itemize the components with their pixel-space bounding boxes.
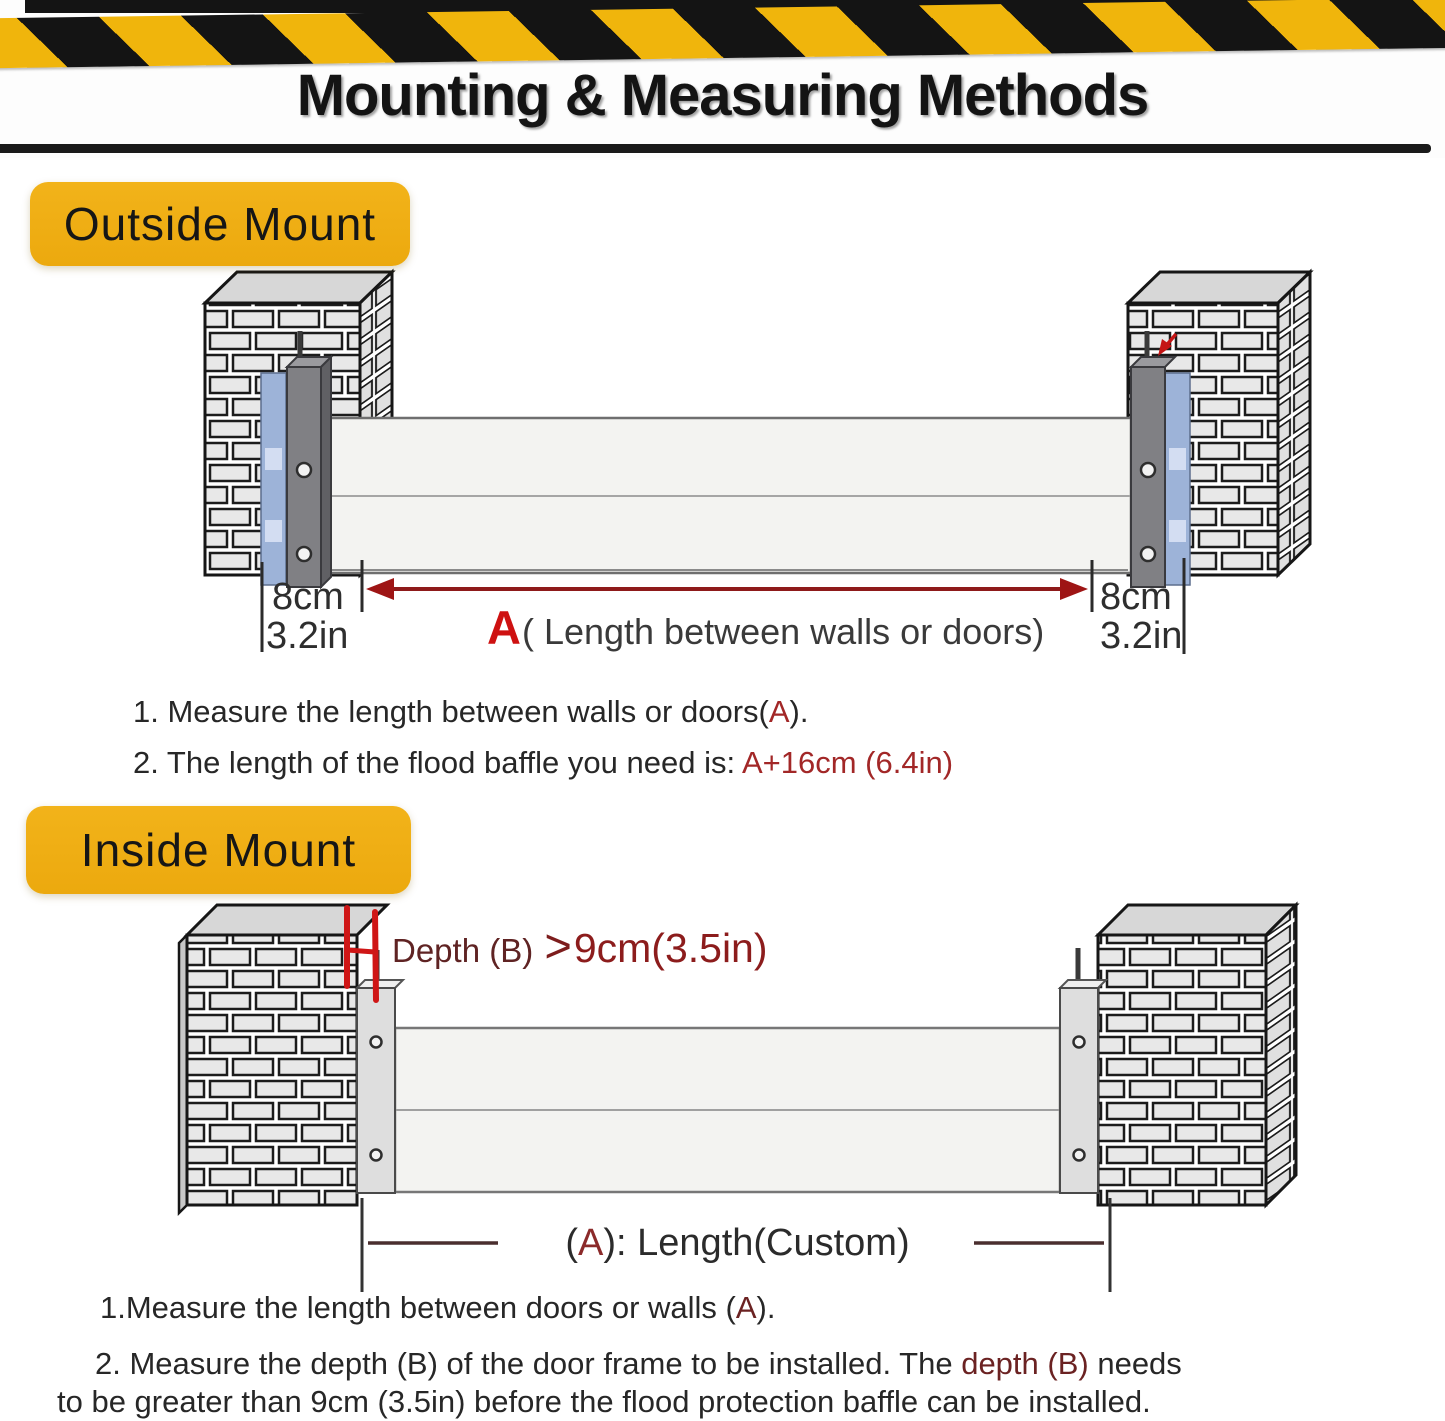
right-offset-in: 3.2in [1100,615,1183,657]
depth-value: 9cm(3.5in) [573,925,768,971]
inside-step1-text: 1.Measure the length between doors or walls ( [100,1290,736,1325]
span-length-label [487,600,1044,655]
outside-step1-a: A [768,694,790,729]
span-letter-a: A [487,601,521,654]
outside-mount-label [30,182,410,266]
page-title: Mounting & Measuring Methods [296,63,1149,128]
length-annotation [505,1222,970,1265]
outside-step-2 [133,745,953,781]
outside-step1-text: 1. Measure the length between walls or doors( [133,694,769,729]
flood-baffle [321,418,1131,573]
length-open-paren: ( [565,1222,579,1264]
baffle-inside [395,1028,1060,1192]
outside-step1-end: ). [789,694,809,729]
depth-annotation [392,918,768,973]
inside-step-2-line-1 [95,1346,1182,1382]
outside-mount-label-text: Outside Mount [63,198,377,250]
right-offset-cm: 8cm [1100,576,1172,618]
outside-step2-text: 2. The length of the flood baffle you need is: [133,745,742,780]
inside-step1-end: ). [756,1290,776,1325]
length-letter-a: A [578,1222,604,1264]
outside-step2-formula: A+16cm (6.4in) [741,745,954,780]
left-offset-cm: 8cm [272,576,344,618]
outside-step-1 [133,694,808,730]
inside-step2-text: 2. Measure the depth (B) of the door frame to be installed. The [95,1346,962,1381]
inside-mount-label [26,806,411,894]
right-seal-strip [1165,373,1190,585]
depth-label: Depth (B) [392,932,543,969]
inside-mount-label-text: Inside Mount [80,824,357,876]
inside-step-1 [100,1290,775,1326]
inside-step2-depth-b: depth (B) [961,1346,1089,1381]
left-offset-in: 3.2in [266,615,349,657]
length-label-text: ): Length(Custom) [603,1222,910,1264]
inside-step2-end: needs [1088,1346,1182,1381]
right-pillar-inside [1098,905,1296,1205]
inside-step-2-line-2: to be greater than 9cm (3.5in) before the flood protection baffle can be installed. [57,1384,1151,1419]
greater-than-sign: > [544,919,572,972]
span-label-text: ( Length between walls or doors) [521,611,1045,652]
double-arrow-icon [366,578,1088,600]
left-seal-strip [261,373,286,585]
left-bracket [287,357,331,587]
inside-step1-a: A [735,1290,757,1325]
